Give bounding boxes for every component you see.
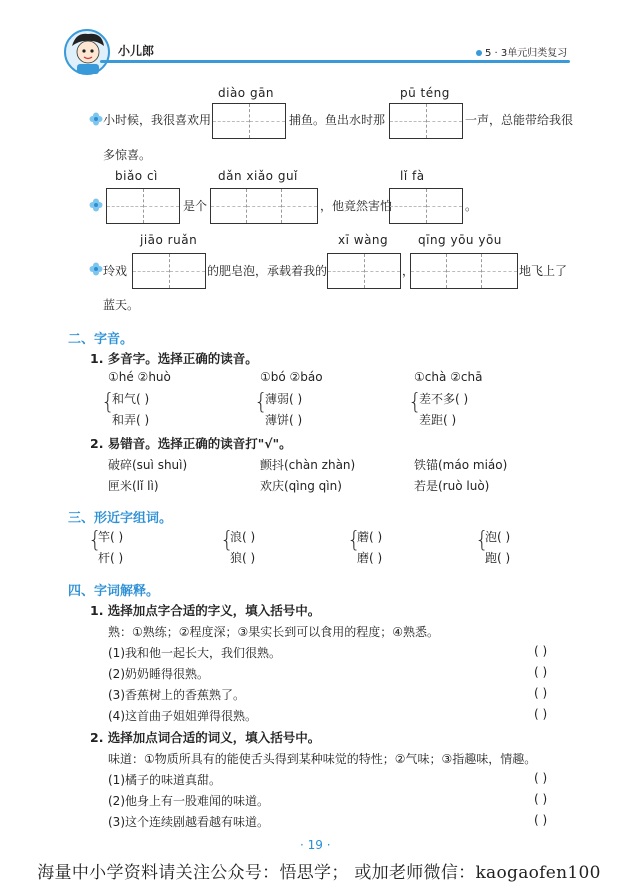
section-title: 三、形近字组词。 <box>68 511 173 526</box>
sentence-text: 小时候，我很喜欢用 <box>103 113 212 127</box>
options-text: ①chà ②chā <box>414 370 483 384</box>
flower-bullet-icon <box>89 198 103 212</box>
answer-paren[interactable]: ( ) <box>534 686 548 700</box>
answer-grid[interactable] <box>210 188 318 224</box>
answer-grid[interactable] <box>389 103 463 139</box>
sentence-text: 玲戏 <box>103 264 128 278</box>
word-item[interactable]: 蘑( ) <box>357 530 383 544</box>
pinyin-label: jiāo ruǎn <box>140 233 198 247</box>
word-item[interactable]: 泡( ) <box>485 530 511 544</box>
answer-paren[interactable]: ( ) <box>534 792 548 806</box>
sentence-text: 是个 <box>183 199 208 213</box>
word-item[interactable]: 杆( ) <box>98 551 124 565</box>
pronunciation-item[interactable]: 破碎(suì shuì) <box>108 458 188 472</box>
unit-badge <box>476 44 567 59</box>
footer-note: 海量中小学资料请关注公众号：悟思学； 或加老师微信：kaogaofen100 <box>37 863 601 883</box>
sentence-item: (1)我和他一起长大，我们很熟。 <box>108 646 281 660</box>
pinyin-label: lǐ fà <box>400 169 425 183</box>
pinyin-label: xī wàng <box>338 233 389 247</box>
brand-title: 小儿郎 <box>118 44 155 58</box>
brace: { <box>220 528 234 553</box>
polyphone-item[interactable]: 和弄( ) <box>112 413 150 427</box>
answer-paren[interactable]: ( ) <box>534 771 548 785</box>
word-item[interactable]: 跑( ) <box>485 551 511 565</box>
sentence-text: ，他竟然害怕 <box>320 199 393 213</box>
answer-paren[interactable]: ( ) <box>534 644 548 658</box>
answer-grid[interactable] <box>389 188 463 224</box>
pinyin-label: qīng yōu yōu <box>418 233 502 247</box>
definition-text: 熟：①熟练；②程度深；③果实长到可以食用的程度；④熟悉。 <box>108 625 440 639</box>
pronunciation-item[interactable]: 匣米(lǐ lì) <box>108 479 159 493</box>
sentence-text: 蓝天。 <box>103 298 140 312</box>
sentence-text: 捕鱼。鱼出水时那 <box>289 113 386 127</box>
question-title: 1. 选择加点字合适的字义，填入括号中。 <box>90 603 321 618</box>
bullet-icon <box>476 50 482 56</box>
sentence-item: (4)这首曲子姐姐弹得很熟。 <box>108 709 257 723</box>
pronunciation-item[interactable]: 铁锚(máo miáo) <box>414 458 508 472</box>
sentence-text: 一声，总能带给我很 <box>465 113 574 127</box>
answer-grid[interactable] <box>212 103 286 139</box>
sentence-item: (3)这个连续剧越看越有味道。 <box>108 815 269 829</box>
section-title: 四、字词解释。 <box>68 584 160 599</box>
sentence-item: (3)香蕉树上的香蕉熟了。 <box>108 688 245 702</box>
pronunciation-item[interactable]: 若是(ruò luò) <box>414 479 490 493</box>
pinyin-label: biǎo cì <box>115 169 158 183</box>
brace: { <box>254 390 268 415</box>
sentence-text: 多惊喜。 <box>103 148 152 162</box>
answer-grid[interactable] <box>106 188 180 224</box>
boy-mascot-icon <box>62 28 112 76</box>
unit-badge-text: 5 · 3单元归类复习 <box>485 48 568 59</box>
definition-text: 味道：①物质所具有的能使舌头得到某种味觉的特性；②气味；③指趣味，情趣。 <box>108 752 537 766</box>
pinyin-label: diào gān <box>218 86 275 100</box>
word-item[interactable]: 狼( ) <box>230 551 256 565</box>
sentence-text: ， <box>402 264 415 278</box>
sentence-item: (1)橘子的味道真甜。 <box>108 773 221 787</box>
section-title: 二、字音。 <box>68 332 134 347</box>
pinyin-label: pū téng <box>400 86 450 100</box>
sentence-text: 的肥皂泡，承载着我的 <box>207 264 328 278</box>
answer-paren[interactable]: ( ) <box>534 813 548 827</box>
answer-paren[interactable]: ( ) <box>534 707 548 721</box>
word-item[interactable]: 竿( ) <box>98 530 124 544</box>
polyphone-item[interactable]: 薄饼( ) <box>265 413 303 427</box>
sentence-text: 。 <box>465 199 478 213</box>
pronunciation-item[interactable]: 颤抖(chàn zhàn) <box>260 458 356 472</box>
brace: { <box>408 390 422 415</box>
question-title: 2. 易错音。选择正确的读音打"√"。 <box>90 436 292 451</box>
polyphone-item[interactable]: 薄弱( ) <box>265 392 303 406</box>
word-item[interactable]: 磨( ) <box>357 551 383 565</box>
flower-bullet-icon <box>89 112 103 126</box>
flower-bullet-icon <box>89 262 103 276</box>
answer-grid[interactable] <box>410 253 518 289</box>
brace: { <box>101 390 115 415</box>
question-title: 2. 选择加点词合适的词义，填入括号中。 <box>90 730 321 745</box>
word-item[interactable]: 浪( ) <box>230 530 256 544</box>
brace: { <box>347 528 361 553</box>
polyphone-item[interactable]: 和气( ) <box>112 392 150 406</box>
options-text: ①bó ②báo <box>260 370 323 384</box>
sentence-item: (2)他身上有一股难闻的味道。 <box>108 794 269 808</box>
header-rule <box>100 60 570 63</box>
brace: { <box>88 528 102 553</box>
brace: { <box>475 528 489 553</box>
page-number: · 19 · <box>300 838 331 852</box>
sentence-item: (2)奶奶睡得很熟。 <box>108 667 209 681</box>
pronunciation-item[interactable]: 欢庆(qìng qìn) <box>260 479 342 493</box>
pinyin-label: dǎn xiǎo guǐ <box>218 169 298 183</box>
question-title: 1. 多音字。选择正确的读音。 <box>90 351 258 366</box>
polyphone-item[interactable]: 差不多( ) <box>419 392 469 406</box>
sentence-text: 地飞上了 <box>519 264 568 278</box>
answer-grid[interactable] <box>132 253 206 289</box>
options-text: ①hé ②huò <box>108 370 171 384</box>
answer-grid[interactable] <box>327 253 401 289</box>
answer-paren[interactable]: ( ) <box>534 665 548 679</box>
polyphone-item[interactable]: 差距( ) <box>419 413 457 427</box>
